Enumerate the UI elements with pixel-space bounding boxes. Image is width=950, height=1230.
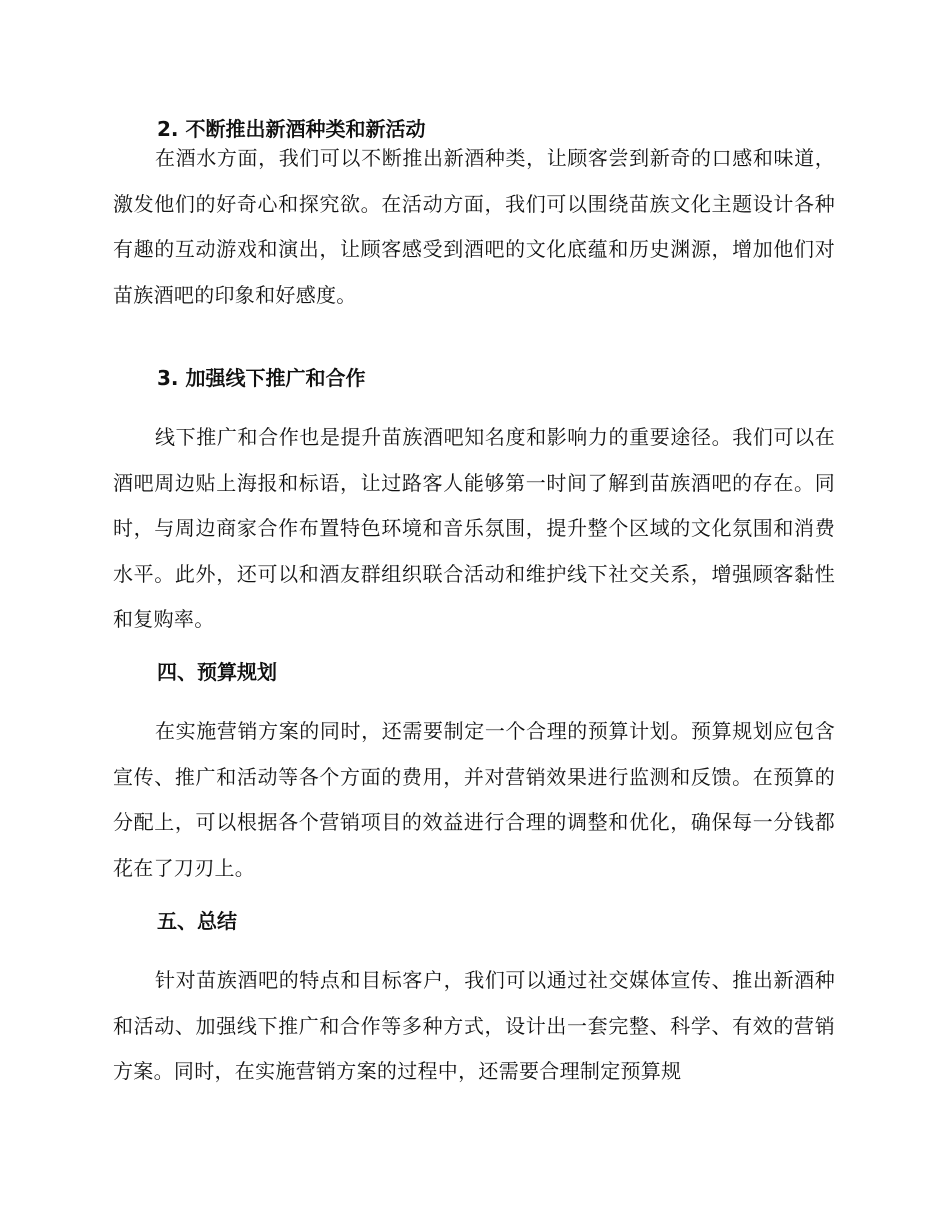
section-heading-summary: 五、总结 [157, 909, 237, 933]
section-paragraph-budget: 在实施营销方案的同时，还需要制定一个合理的预算计划。预算规划应包含宣传、推广和活动等各个方面的费用，并对营销效果进行监测和反馈。在预算的分配上，可以根据各个营销项目的效益进行合理的调整和优化，确保每一分钱都花在了刀刃上。 [113, 719, 835, 880]
section-heading-new-products: 2. 不断推出新酒种类和新活动 [157, 117, 426, 141]
section-paragraph-summary: 针对苗族酒吧的特点和目标客户，我们可以通过社交媒体宣传、推出新酒种和活动、加强线下推广和合作等多种方式，设计出一套完整、科学、有效的营销方案。同时，在实施营销方案的过程中，还需要合理制定预算规 [113, 968, 835, 1083]
section-heading-offline-promotion: 3. 加强线下推广和合作 [157, 366, 366, 390]
section-heading-budget: 四、预算规划 [157, 660, 277, 684]
section-paragraph-new-products: 在酒水方面，我们可以不断推出新酒种类，让顾客尝到新奇的口感和味道，激发他们的好奇心和探究欲。在活动方面，我们可以围绕苗族文化主题设计各种有趣的互动游戏和演出，让顾客感受到酒吧的文化底蕴和历史渊源，增加他们对苗族酒吧的印象和好感度。 [113, 146, 835, 307]
section-paragraph-offline-promotion: 线下推广和合作也是提升苗族酒吧知名度和影响力的重要途径。我们可以在酒吧周边贴上海报和标语，让过路客人能够第一时间了解到苗族酒吧的存在。同时，与周边商家合作布置特色环境和音乐氛围，提升整个区域的文化氛围和消费水平。此外，还可以和酒友群组织联合活动和维护线下社交关系，增强顾客黏性和复购率。 [113, 425, 835, 631]
